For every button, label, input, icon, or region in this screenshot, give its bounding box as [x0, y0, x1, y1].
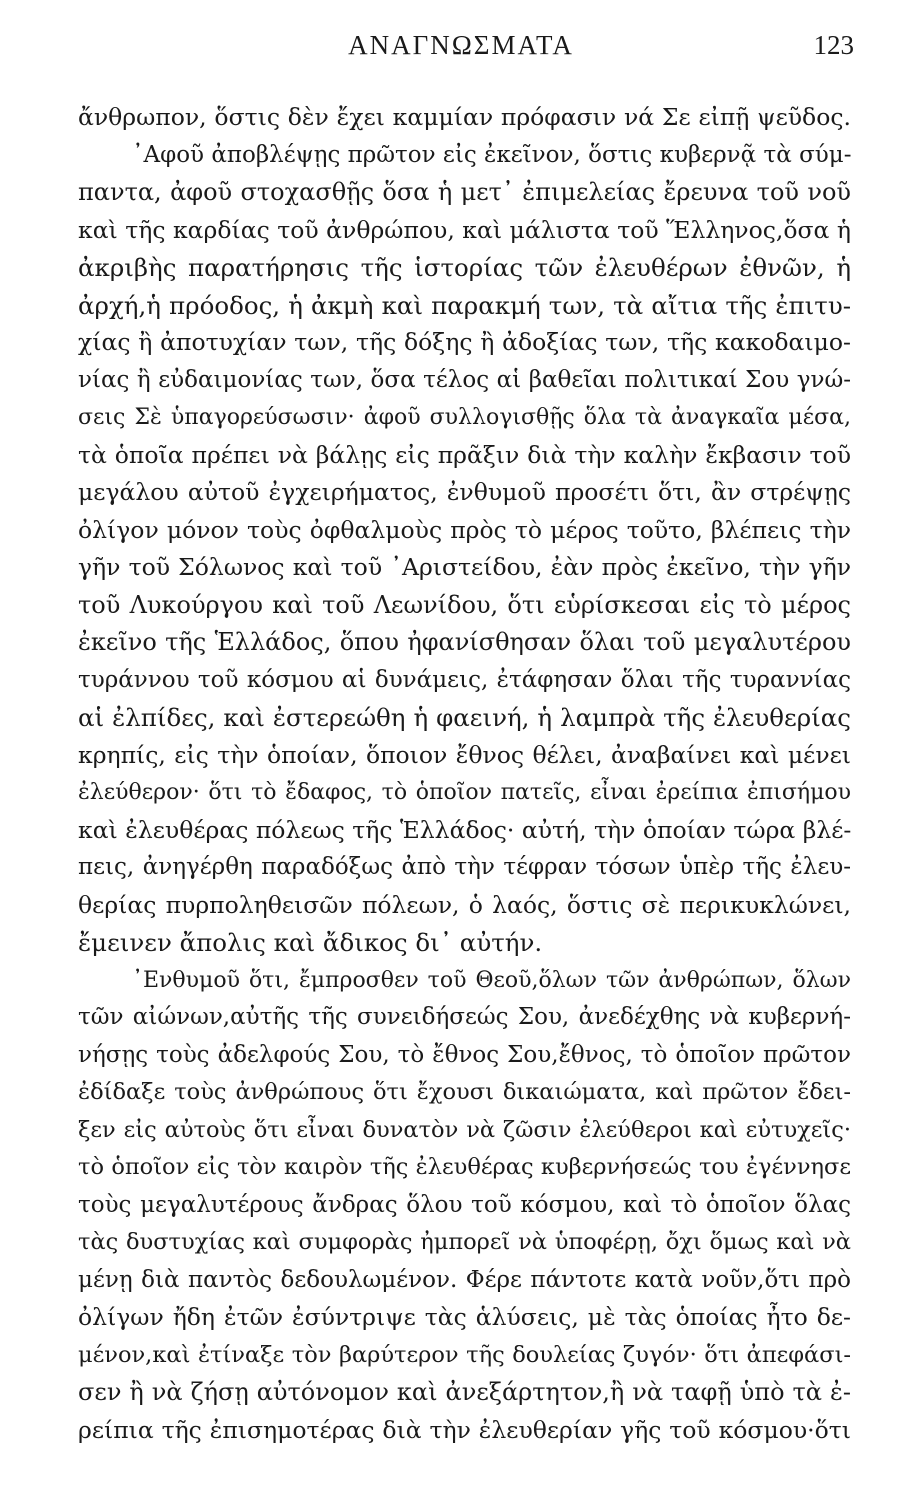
text-line: ἐδίδαξε τοὺς ἀνθρώπους ὅτι ἔχουσι δικαιώματα, καὶ πρῶτον ἔδει-: [78, 1079, 851, 1105]
text-line: κρηπίς, εἰς τὴν ὁποίαν, ὅποιον ἔθνος θέλει, ἀναβαίνει καὶ μένει: [78, 740, 851, 769]
text-line: θερίας πυρποληθεισῶν πόλεων, ὁ λαός, ὅστις σὲ περικυκλώνει,: [78, 890, 851, 919]
text-line: ὀλίγον μόνον τοὺς ὀφθαλμοὺς πρὸς τὸ μέρος τοῦτο, βλέπεις τὴν: [78, 515, 851, 544]
text-line: ἐλεύθερον· ὅτι τὸ ἔδαφος, τὸ ὁποῖον πατεῖς, εἶναι ἐρείπια ἐπισήμου: [78, 780, 851, 805]
text-line: μένῃ διὰ παντὸς δεδουλωμένον. Φέρε πάντοτε κατὰ νοῦν,ὅτι πρὸ: [78, 1266, 851, 1293]
text-line: σεν ἢ νὰ ζήσῃ αὐτόνομον καὶ ἀνεξάρτητον,ἢ νὰ ταφῇ ὑπὸ τὰ ἐ-: [78, 1378, 851, 1406]
text-line: μένον,καὶ ἐτίναξε τὸν βαρύτερον τῆς δουλείας ζυγόν· ὅτι ἀπεφάσι-: [78, 1341, 851, 1368]
text-line: καὶ ἐλευθέρας πόλεως τῆς Ἑλλάδος· αὐτή, τὴν ὁποίαν τώρα βλέ-: [78, 815, 852, 844]
text-line: τὸ ὁποῖον εἰς τὸν καιρὸν τῆς ἐλευθέρας κυβερνήσεώς του ἐγέννησε: [78, 1154, 851, 1180]
text-line-paragraph-start: ᾿Αφοῦ ἀποβλέψῃς πρῶτον εἰς ἐκεῖνον, ὅστις κυβερνᾷ τὰ σύμ-: [132, 141, 852, 168]
text-line-paragraph-end: ἔμεινεν ἄπολις καὶ ἄδικος δι᾿ αὐτήν.: [78, 928, 543, 957]
running-head: [0, 30, 922, 66]
text-line: παντα, ἀφοῦ στοχασθῇς ὅσα ἡ μετ᾿ ἐπιμελείας ἔρευνα τοῦ νοῦ: [78, 178, 851, 206]
text-line: ξεν εἰς αὐτοὺς ὅτι εἶναι δυνατὸν νὰ ζῶσιν ἐλεύθεροι καὶ εὐτυχεῖς·: [78, 1116, 851, 1143]
text-line: ἀρχή,ἡ πρόοδος, ἡ ἀκμὴ καὶ παρακμή των, τὰ αἴτια τῆς ἐπιτυ-: [78, 290, 851, 320]
page-number: 123: [813, 30, 854, 60]
text-line: αἱ ἐλπίδες, καὶ ἐστερεώθη ἡ φαεινή, ἡ λαμπρὰ τῆς ἐλευθερίας: [78, 703, 851, 732]
text-line-paragraph-start: ᾿Ενθυμοῦ ὅτι, ἔμπροσθεν τοῦ Θεοῦ,ὅλων τῶν ἀνθρώπων, ὅλων: [132, 967, 851, 993]
text-line: τυράννου τοῦ κόσμου αἱ δυνάμεις, ἐτάφησαν ὅλαι τῆς τυραννίας: [78, 666, 851, 693]
text-line: νήσῃς τοὺς ἀδελφούς Σου, τὸ ἔθνος Σου,ἔθνος, τὸ ὁποῖον πρῶτον: [78, 1041, 851, 1068]
text-line: χίας ἢ ἀποτυχίαν των, τῆς δόξης ἢ ἀδοξίας των, τῆς κακοδαιμο-: [78, 328, 851, 356]
text-line: ἄνθρωπον, ὅστις δὲν ἔχει καμμίαν πρόφασιν νά Σε εἰπῇ ψεῦδος.: [78, 103, 851, 131]
text-line: τοῦ Λυκούργου καὶ τοῦ Λεωνίδου, ὅτι εὑρίσκεσαι εἰς τὸ μέρος: [78, 590, 851, 619]
body-text: [78, 99, 851, 1449]
text-line: ρείπια τῆς ἐπισημοτέρας διὰ τὴν ἐλευθερίαν γῆς τοῦ κόσμου·ὅτι: [78, 1415, 851, 1444]
text-line: γῆν τοῦ Σόλωνος καὶ τοῦ ᾿Αριστείδου, ἐὰν πρὸς ἐκεῖνο, τὴν γῆν: [78, 553, 851, 581]
text-line: τὰ ὁποῖα πρέπει νὰ βάλῃς εἰς πρᾶξιν διὰ τὴν καλὴν ἔκβασιν τοῦ: [78, 440, 851, 469]
running-title: ΑΝΑΓΝΩΣΜΑΤΑ: [348, 30, 574, 60]
text-line: ἐκεῖνο τῆς Ἑλλάδος, ὅπου ἠφανίσθησαν ὅλαι τοῦ μεγαλυτέρου: [78, 628, 851, 656]
text-line: ἀκριβὴς παρατήρησις τῆς ἱστορίας τῶν ἐλευθέρων ἐθνῶν, ἡ: [78, 253, 851, 282]
text-line: τῶν αἰώνων,αὐτῆς τῆς συνειδήσεώς Σου, ἀνεδέχθης νὰ κυβερνή-: [78, 1004, 851, 1030]
text-line: μεγάλου αὐτοῦ ἐγχειρήματος, ἐνθυμοῦ προσέτι ὅτι, ἂν στρέψῃς: [78, 478, 851, 506]
text-line: νίας ἢ εὐδαιμονίας των, ὅσα τέλος αἱ βαθεῖαι πολιτικαί Σου γνώ-: [78, 366, 851, 393]
text-line: τοὺς μεγαλυτέρους ἄνδρας ὅλου τοῦ κόσμου, καὶ τὸ ὁποῖον ὅλας: [78, 1191, 851, 1218]
text-line: ὀλίγων ἤδη ἐτῶν ἐσύντριψε τὰς ἁλύσεις, μὲ τὰς ὁποίας ἦτο δε-: [78, 1303, 851, 1331]
text-line: τὰς δυστυχίας καὶ συμφορὰς ἠμπορεῖ νὰ ὑποφέρῃ, ὄχι ὅμως καὶ νὰ: [78, 1229, 851, 1255]
text-line: πεις, ἀνηγέρθη παραδόξως ἀπὸ τὴν τέφραν τόσων ὑπὲρ τῆς ἐλευ-: [78, 854, 851, 880]
text-line: καὶ τῆς καρδίας τοῦ ἀνθρώπου, καὶ μάλιστα τοῦ Ἕλληνος,ὅσα ἡ: [78, 215, 851, 244]
text-line: σεις Σὲ ὑπαγορεύσωσιν· ἀφοῦ συλλογισθῇς ὅλα τὰ ἀναγκαῖα μέσα,: [78, 405, 851, 430]
